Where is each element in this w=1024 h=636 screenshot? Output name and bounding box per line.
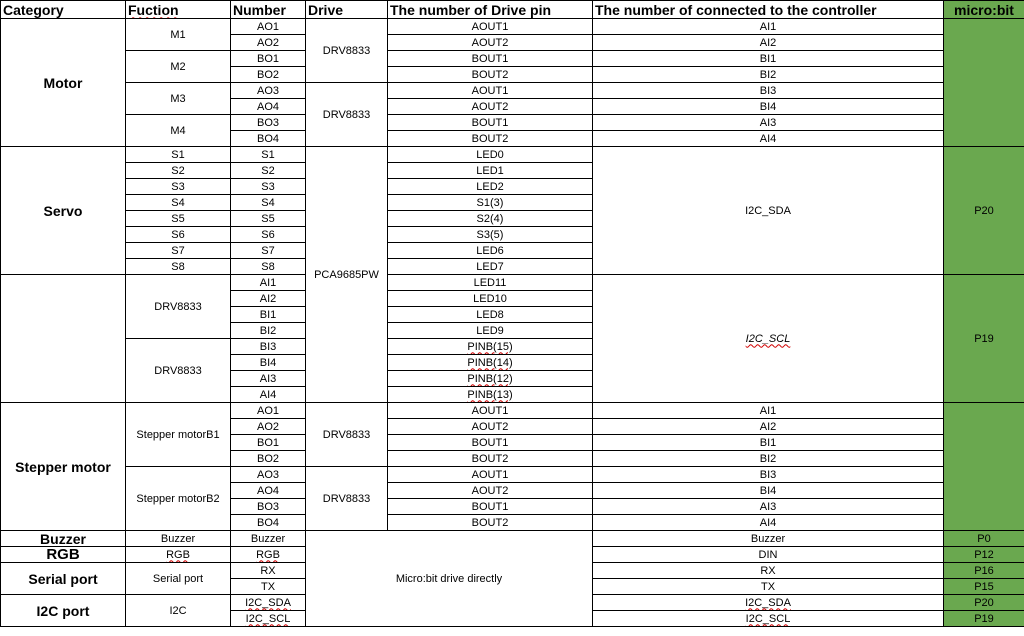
drive-pin-cell: BOUT1 [388,499,593,515]
controller-cell: AI4 [593,515,944,531]
header-number: Number [231,1,306,19]
controller-cell: AI2 [593,419,944,435]
function-cell: S5 [126,211,231,227]
number-cell: AI2 [231,291,306,307]
drive-pin-cell: PINB(13) [388,387,593,403]
controller-cell: Buzzer [593,531,944,547]
controller-cell: BI4 [593,483,944,499]
drive-pin-cell: AOUT1 [388,83,593,99]
number-cell: BO2 [231,67,306,83]
function-cell: S8 [126,259,231,275]
drive-pin-cell: LED11 [388,275,593,291]
drive-pin-cell: S3(5) [388,227,593,243]
number-cell: I2C_SDA [231,595,306,611]
controller-cell: BI2 [593,451,944,467]
controller-cell: BI3 [593,83,944,99]
function-cell: S4 [126,195,231,211]
function-cell: S2 [126,163,231,179]
motor-row [1,19,1024,35]
drive-pin-cell: AOUT1 [388,403,593,419]
number-cell: RGB [231,547,306,563]
drive-pin-cell: BOUT1 [388,51,593,67]
number-cell: AO3 [231,467,306,483]
drive-cell: DRV8833 [306,403,388,467]
drive-cell: DRV8833 [306,19,388,83]
number-cell: S6 [231,227,306,243]
drive-pin-cell: AOUT2 [388,35,593,51]
category-stepper-motor: Stepper motor [1,403,126,531]
controller-cell: AI3 [593,115,944,131]
motor-row [1,115,1024,131]
number-cell: AO2 [231,35,306,51]
controller-cell: DIN [593,547,944,563]
drive-pin-cell: AOUT1 [388,467,593,483]
number-cell: AO1 [231,19,306,35]
drive-pin-cell: AOUT2 [388,99,593,115]
drive-cell: PCA9685PW [306,147,388,403]
drive-pin-cell: S1(3) [388,195,593,211]
function-cell: Buzzer [126,531,231,547]
buzzer-row [1,531,1024,547]
number-cell: I2C_SCL [231,611,306,627]
microbit-cell: P0 [944,531,1024,547]
drive-pin-cell: PINB(15) [388,339,593,355]
number-cell: Buzzer [231,531,306,547]
motor-row [1,51,1024,67]
direct-drive-cell: Micro:bit drive directly [306,531,593,627]
servo-row [1,147,1024,163]
drive-pin-cell: LED6 [388,243,593,259]
function-cell: S3 [126,179,231,195]
number-cell: BO1 [231,51,306,67]
number-cell: S2 [231,163,306,179]
header-microbit: micro:bit [944,1,1024,19]
function-cell: Stepper motorB1 [126,403,231,467]
number-cell: BO4 [231,131,306,147]
number-cell: S3 [231,179,306,195]
function-cell: M3 [126,83,231,115]
drv-row [1,275,1024,291]
microbit-cell: P20 [944,147,1024,275]
controller-cell: I2C_SDA [593,147,944,275]
number-cell: S1 [231,147,306,163]
number-cell: BI1 [231,307,306,323]
category-servo: Servo [1,147,126,275]
controller-cell: AI1 [593,19,944,35]
controller-cell: BI1 [593,435,944,451]
category-rgb: RGB [1,547,126,563]
controller-cell: AI2 [593,35,944,51]
header-controller: The number of connected to the controller [593,1,944,19]
number-cell: TX [231,579,306,595]
controller-cell: BI2 [593,67,944,83]
number-cell: BO4 [231,515,306,531]
drive-pin-cell: PINB(14) [388,355,593,371]
drive-pin-cell: AOUT2 [388,419,593,435]
number-cell: BO1 [231,435,306,451]
category-buzzer: Buzzer [1,531,126,547]
category-serial-port: Serial port [1,563,126,595]
function-cell: M1 [126,19,231,51]
drive-pin-cell: LED0 [388,147,593,163]
number-cell: BI3 [231,339,306,355]
number-cell: AI4 [231,387,306,403]
function-cell: DRV8833 [126,275,231,339]
function-cell: S1 [126,147,231,163]
controller-cell: AI1 [593,403,944,419]
controller-cell: AI4 [593,131,944,147]
drive-pin-cell: LED8 [388,307,593,323]
category-motor: Motor [1,19,126,147]
category-blank [1,275,126,403]
header-function: Fuction [126,1,231,19]
microbit-cell [944,403,1024,531]
number-cell: BI4 [231,355,306,371]
number-cell: S8 [231,259,306,275]
drive-pin-cell: LED7 [388,259,593,275]
microbit-cell: P19 [944,275,1024,403]
header-row [1,1,1024,19]
category-i2c-port: I2C port [1,595,126,627]
microbit-cell: P16 [944,563,1024,579]
function-cell: RGB [126,547,231,563]
microbit-cell: P12 [944,547,1024,563]
stepper-row [1,467,1024,483]
microbit-cell: P20 [944,595,1024,611]
header-drive-pin: The number of Drive pin [388,1,593,19]
number-cell: AO4 [231,99,306,115]
drive-pin-cell: LED1 [388,163,593,179]
number-cell: S7 [231,243,306,259]
header-drive: Drive [306,1,388,19]
drive-pin-cell: BOUT1 [388,435,593,451]
function-cell: Stepper motorB2 [126,467,231,531]
motor-row [1,83,1024,99]
number-cell: BO2 [231,451,306,467]
controller-cell: I2C_SCL [593,275,944,403]
header-category: Category [1,1,126,19]
controller-cell: BI1 [593,51,944,67]
function-cell: Serial port [126,563,231,595]
number-cell: BO3 [231,115,306,131]
function-cell: S6 [126,227,231,243]
drive-pin-cell: LED2 [388,179,593,195]
number-cell: AI3 [231,371,306,387]
drive-pin-cell: LED10 [388,291,593,307]
function-cell: M2 [126,51,231,83]
drive-cell: DRV8833 [306,467,388,531]
drive-pin-cell: BOUT2 [388,515,593,531]
stepper-row [1,403,1024,419]
microbit-cell: P19 [944,611,1024,627]
drive-pin-cell: BOUT1 [388,115,593,131]
drive-pin-cell: AOUT1 [388,19,593,35]
controller-cell: TX [593,579,944,595]
number-cell: AO4 [231,483,306,499]
number-cell: AI1 [231,275,306,291]
number-cell: AO3 [231,83,306,99]
number-cell: AO1 [231,403,306,419]
function-cell: I2C [126,595,231,627]
microbit-cell: P15 [944,579,1024,595]
controller-cell: BI4 [593,99,944,115]
controller-cell: BI3 [593,467,944,483]
drive-pin-cell: BOUT2 [388,67,593,83]
drive-pin-cell: S2(4) [388,211,593,227]
function-cell: M4 [126,115,231,147]
number-cell: S5 [231,211,306,227]
drive-cell: DRV8833 [306,83,388,147]
controller-cell: I2C_SCL [593,611,944,627]
number-cell: RX [231,563,306,579]
drive-pin-cell: AOUT2 [388,483,593,499]
number-cell: BO3 [231,499,306,515]
number-cell: BI2 [231,323,306,339]
drive-pin-cell: BOUT2 [388,131,593,147]
number-cell: S4 [231,195,306,211]
drive-pin-cell: LED9 [388,323,593,339]
controller-cell: I2C_SDA [593,595,944,611]
controller-cell: RX [593,563,944,579]
drive-pin-cell: PINB(12) [388,371,593,387]
controller-cell: AI3 [593,499,944,515]
number-cell: AO2 [231,419,306,435]
function-cell: S7 [126,243,231,259]
function-cell: DRV8833 [126,339,231,403]
drive-pin-cell: BOUT2 [388,451,593,467]
microbit-cell [944,19,1024,147]
